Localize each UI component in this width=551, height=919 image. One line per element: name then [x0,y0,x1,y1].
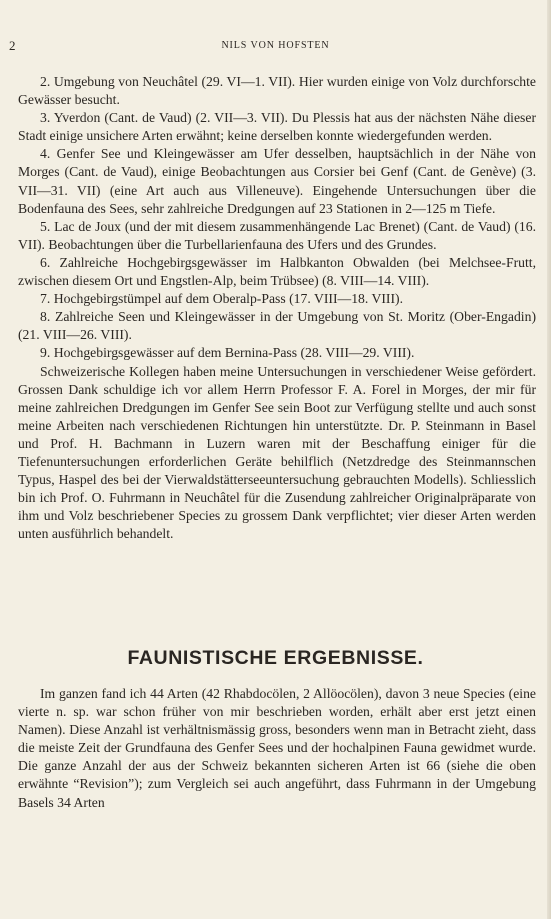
running-head: NILS VON HOFSTEN [221,40,330,51]
paragraph-item-7: 7. Hochgebirgstümpel auf dem Oberalp-Pass (17. VIII—18. VIII). [40,291,404,307]
paragraph-item-6: 6. Zahlreiche Hochgebirgsgewässer im Halbkanton Obwalden (bei Melchsee-Frutt, zwischen diesem Ort und Engstlen-Alp, beim Trübsee) (8. VIII—14. VIII). [18,254,536,289]
page-number: 2 [9,38,16,53]
paragraph-item-2: 2. Umgebung von Neuchâtel (29. VI—1. VII). Hier wurden einige von Volz durchforschte Gewässer besucht. [18,74,536,108]
results-paragraph: Im ganzen fand ich 44 Arten (42 Rhabdocölen, 2 Allöocölen), davon 3 neue Species (eine vierte n. sp. war schon früher von mir beschrieben worden, erhält aber erst jetzt einen Namen). Diese Anzahl ist verhältnismässig gross, besonders wenn man in Betracht zieht, dass die meiste Zeit der Grundfauna des Genfer Sees und der hochalpinen Fauna gewidmet wurde. Die ganze Anzahl der aus der Schweiz bekannten sicheren Arten ist 66 (siehe die oben erwähnte “Revision”); zum Vergleich sei auch angeführt, dass Fuhrmann in der Umgebung Basels 34 Arten [18,686,536,810]
paragraph-item-3: 3. Yverdon (Cant. de Vaud) (2. VII—3. VII). Du Plessis hat aus der nächsten Nähe dieser Stadt einige unsichere Arten erwähnt; keine derselben konnte wiedergefunden werden. [18,110,536,144]
paragraph-item-8: 8. Zahlreiche Seen und Kleingewässer in der Umgebung von St. Moritz (Ober-Engadin) (21. VIII—26. VIII). [18,309,536,343]
paragraph-item-5: 5. Lac de Joux (und der mit diesem zusammenhängende Lac Brenet) (Cant. de Vaud) (16. VII). Beobachtungen über die Turbellarienfauna des Ufers und des Grundes. [18,218,536,252]
section-heading: FAUNISTISCHE ERGEBNISSE. [127,647,424,669]
paragraph-item-4: 4. Genfer See und Kleingewässer am Ufer desselben, hauptsächlich in der Nähe von Morges (Cant. de Vaud), einige Beobachtungen aus Corsier bei Genf (Cant. de Genève) (3. VII—31. VII) (eine Art auch aus Villeneuve). Eingehende Untersuchungen über die Bodenfauna des Sees, sehr zahlreiche Dredgungen auf 23 Stationen in 2—125 m Tiefe. [18,146,536,216]
body-text [18,73,536,543]
acknowledgements-paragraph: Schweizerische Kollegen haben meine Untersuchungen in verschiedener Weise gefördert. Grossen Dank schuldige ich vor allem Herrn Professor F. A. Forel in Morges, der mir für meine zahlreichen Dredgungen im Genfer See sein Boot zur Verfügung stellte und auch sonst meine Arbeiten nach verschiedenen Richtungen hin unterstützte. Dr. P. Steinmann in Basel und Prof. H. Bachmann in Luzern waren mit der Beschaffung einiger für die Tiefenuntersuchungen erforderlichen Geräte behilflich (Netzdredge des Steinmannschen Typus, Haspel des bei der Vierwaldstätterseeuntersuchung gebrauchten Modells). Schliesslich bin ich Prof. O. Fuhrmann in Neuchâtel für die Zusendung zahlreicher Originalpräparate von ihm und Volz beschriebener Species zu grossem Dank verpflichtet; vier dieser Arten werden unten ausführlich behandelt. [18,363,536,542]
section-text [18,685,536,812]
paragraph-item-9: 9. Hochgebirgsgewässer auf dem Bernina-Pass (28. VIII—29. VIII). [40,345,415,361]
page-edge [547,0,551,919]
